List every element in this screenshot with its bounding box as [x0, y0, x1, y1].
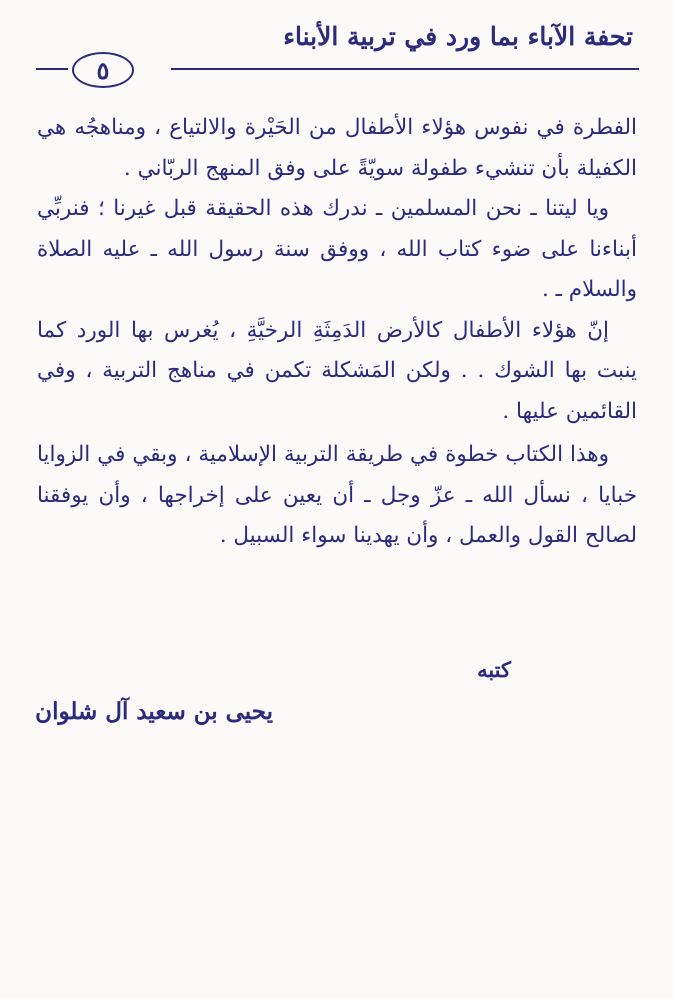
paragraph-4: وهذا الكتاب خطوة في طريقة التربية الإسلامية ، وبقي في الزوايا خبايا ، نسأل الله ـ عزّ وجل ـ أن يعين على إخراجها ، وأن يوفقنا لصالح القول والعمل ، وأن يهدينا سواء السبيل . — [37, 442, 637, 548]
paragraph-2: ويا ليتنا ـ نحن المسلمين ـ ندرك هذه الحقيقة قبل غيرنا ؛ فنربِّي أبناءنا على ضوء كتاب الله ، ووفق سنة رسول الله ـ عليه الصلاة والسلام ـ . — [37, 196, 637, 302]
running-header-title: تحفة الآباء بما ورد في تربية الأبناء — [283, 22, 633, 51]
header-rule — [171, 68, 639, 70]
signature-block — [35, 650, 635, 734]
author-name: يحيى بن سعيد آل شلوان — [35, 698, 273, 725]
signature-label: كتبه — [477, 657, 511, 682]
header-rule-left — [36, 68, 68, 70]
page-number: ٥ — [72, 52, 134, 88]
paragraph-1: الفطرة في نفوس هؤلاء الأطفال من الحَيْرة والالتياع ، ومناهجُه هي الكفيلة بأن تنشيء طفولة سويّةً على وفق المنهج الربّاني . — [37, 115, 637, 181]
paragraph-3: إنّ هؤلاء الأطفال كالأرض الدَمِثَةِ الرخيَّةِ ، يُغرس بها الورد كما ينبت بها الشوك . . ولكن المَشكلة تكمن في مناهج التربية ، وفي القائمين عليها . — [37, 317, 637, 424]
body-text — [37, 108, 637, 557]
